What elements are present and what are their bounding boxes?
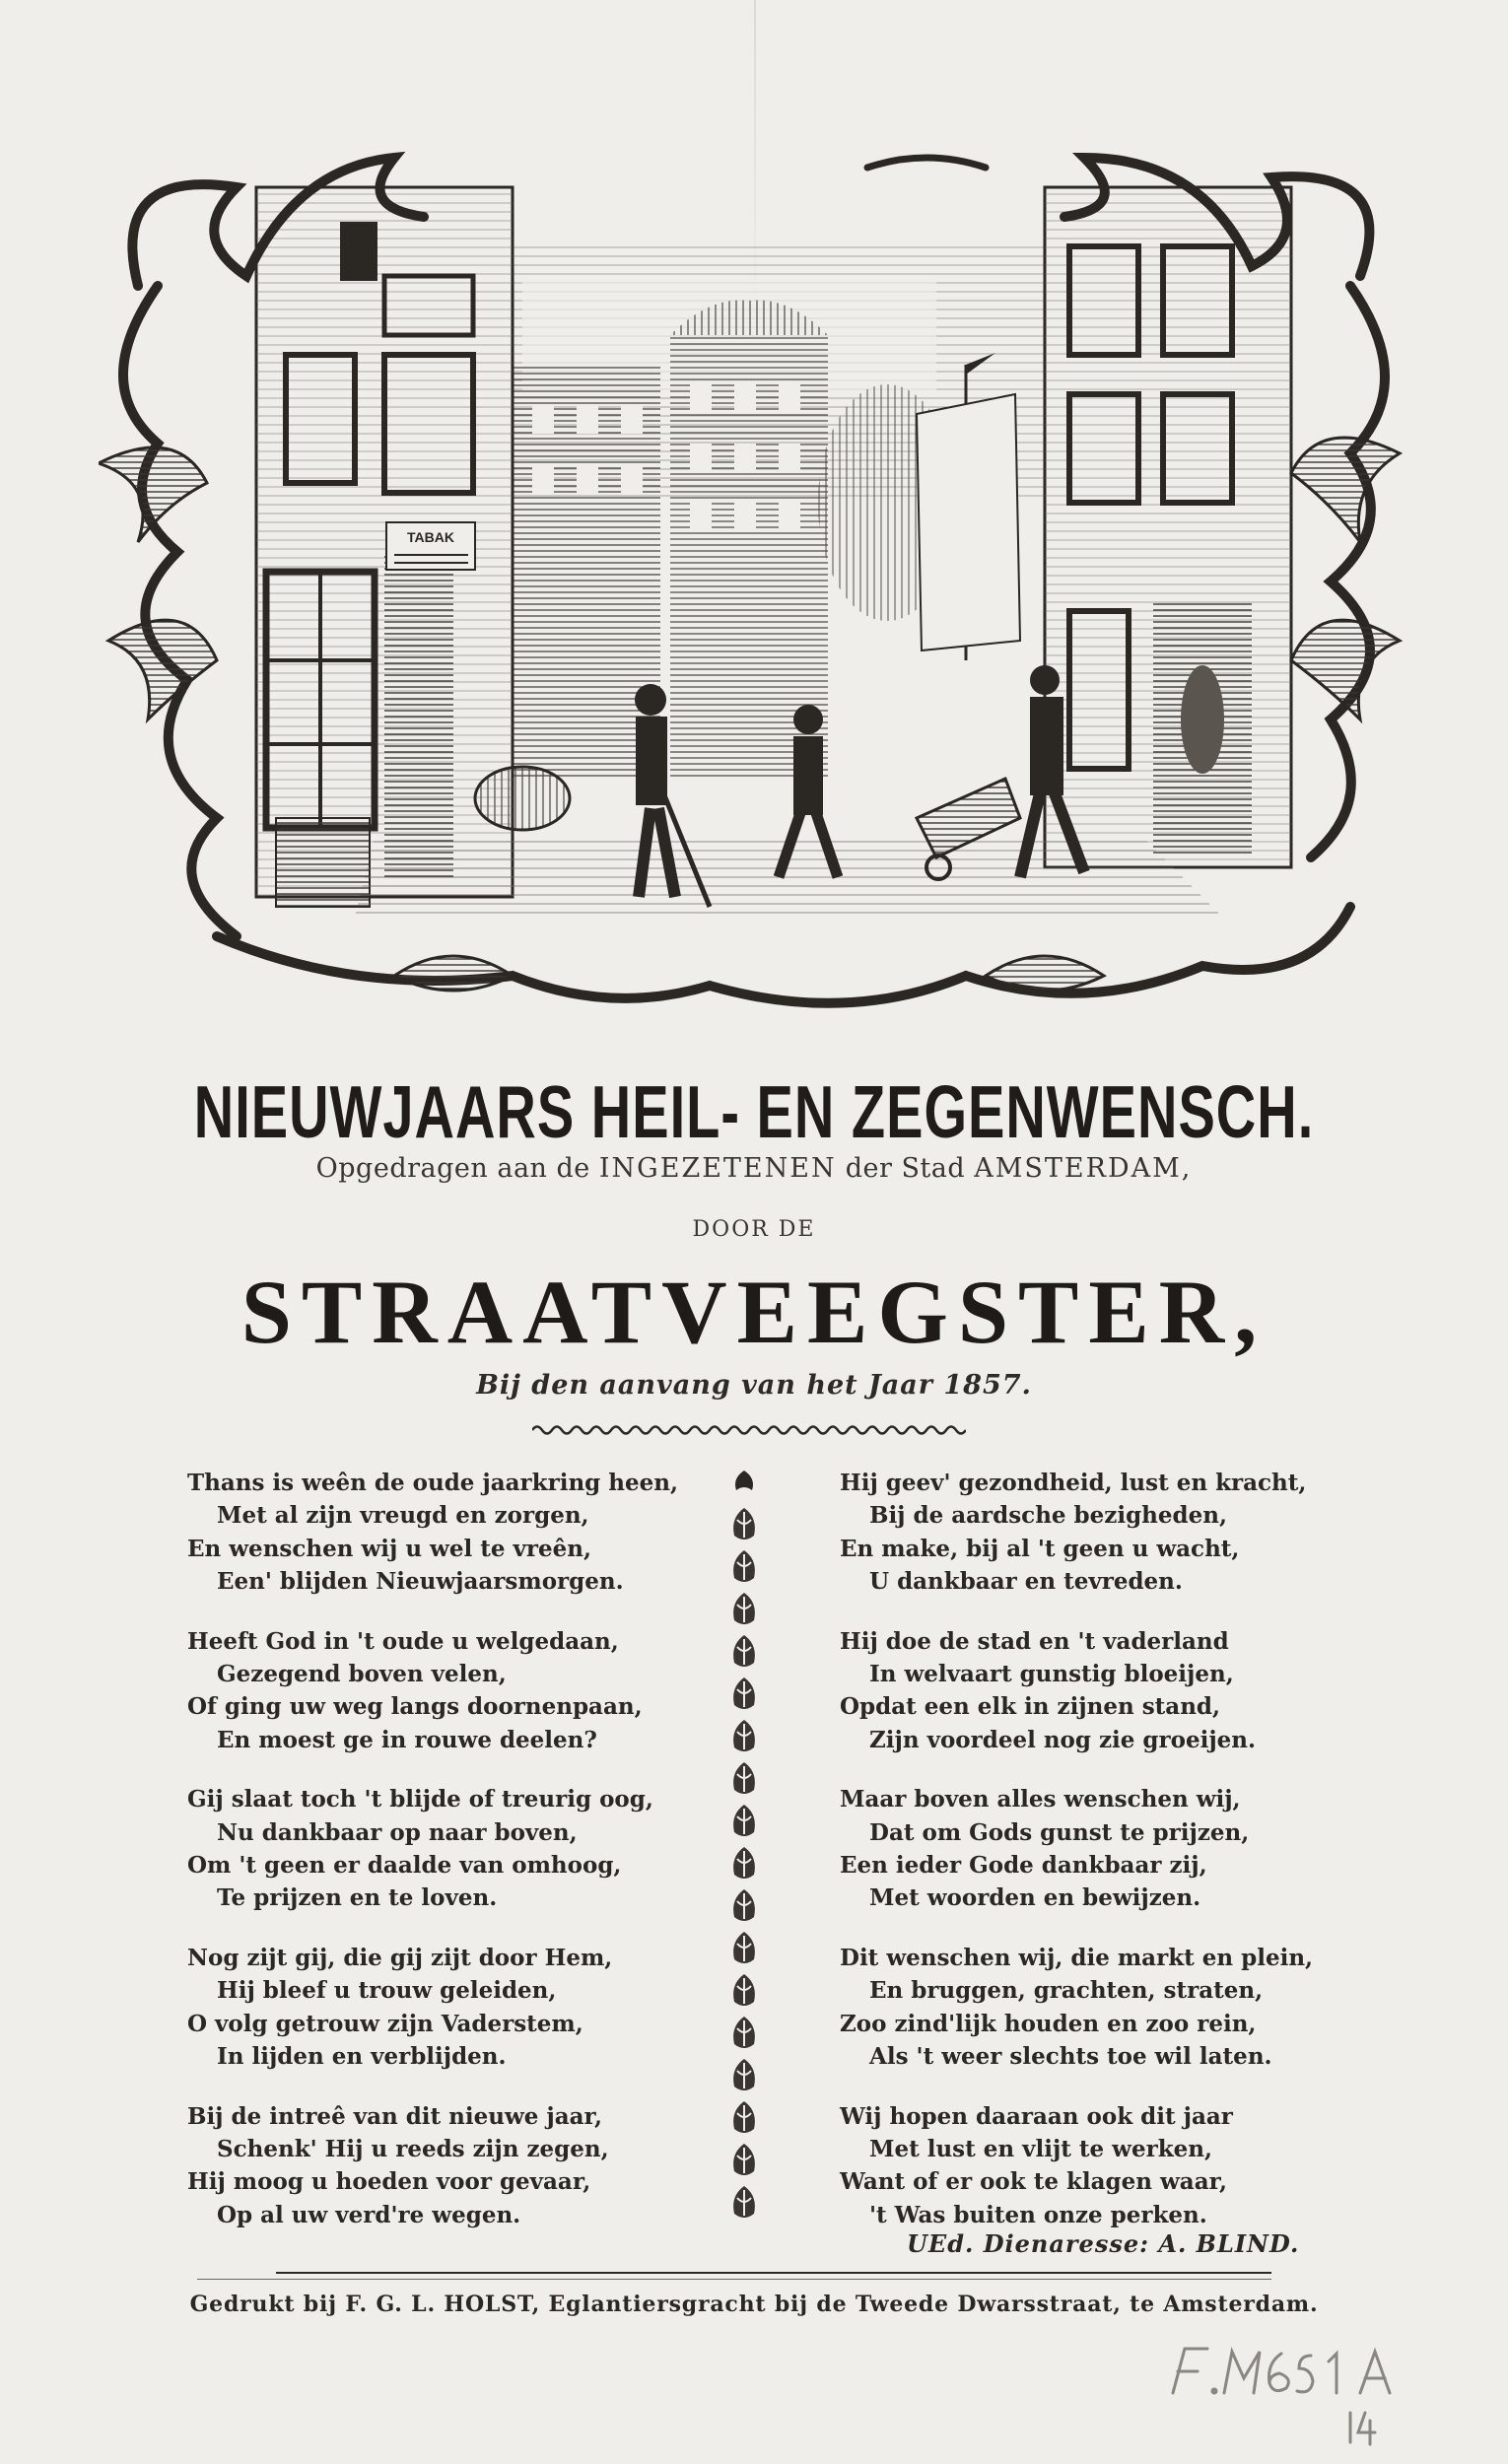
poem-line: O volg getrouw zijn Vaderstem, <box>187 2010 583 2037</box>
barrel <box>475 767 570 830</box>
poem-line: Heeft God in 't oude u welgedaan, <box>187 1627 619 1655</box>
stanza <box>187 1942 700 2074</box>
poem-line: En wenschen wij u wel te vreên, <box>187 1535 591 1562</box>
footer-rule-thin <box>197 2279 1271 2280</box>
ornament-flower <box>733 1805 755 1836</box>
poem-line: Want of er ook te klagen waar, <box>840 2168 1228 2196</box>
poem-line: Als 't weer slechts toe wil laten. <box>869 2043 1272 2071</box>
ornament-flower <box>733 1974 755 2006</box>
poem-line: Gij slaat toch 't blijde of treurig oog, <box>187 1786 653 1814</box>
ornament-flower <box>733 1932 755 1963</box>
poem-line: Dit wenschen wij, die markt en plein, <box>840 1944 1314 1971</box>
ornament-flower <box>733 1677 755 1709</box>
ornament-flower <box>733 1762 755 1794</box>
poem-line: Gezegend boven velen, <box>217 1661 507 1688</box>
ornament-flower <box>733 1889 755 1921</box>
signature: UEd. Dienaresse: A. BLIND. <box>907 2229 1300 2258</box>
poem-line: En bruggen, grachten, straten, <box>869 1977 1264 2005</box>
poem-line: Bij de intreê van dit nieuwe jaar, <box>187 2102 602 2130</box>
straatveegster-heading: STRAATVEEGSTER, <box>240 1262 1268 1362</box>
left-house <box>256 187 513 897</box>
poem-line: Een' blijden Nieuwjaarsmorgen. <box>217 1568 624 1596</box>
stanza <box>187 1783 700 1915</box>
ornament-column <box>724 1469 764 2227</box>
shop-sign-text: TABAK <box>407 529 454 545</box>
poem-line: Hij moog u hoeden voor gevaar, <box>187 2168 591 2196</box>
poem-line: Bij de aardsche bezigheden, <box>869 1502 1227 1530</box>
poem-line: Hij doe de stad en 't vaderland <box>840 1627 1229 1655</box>
footer-rule <box>276 2272 1271 2274</box>
ornament-glyphs <box>724 1469 764 2227</box>
poem-line: 't Was buiten onze perken. <box>869 2201 1207 2228</box>
poem-line: Met lust en vlijt te werken, <box>869 2135 1213 2162</box>
poem-line: Een ieder Gode dankbaar zij, <box>840 1852 1207 1880</box>
poem-line: In welvaart gunstig bloeijen, <box>869 1661 1234 1688</box>
dedication-mid: der Stad <box>845 1153 966 1184</box>
poem-line: Wij hopen daaraan ook dit jaar <box>840 2102 1233 2130</box>
stanza <box>187 1625 700 1757</box>
occasion-line: Bij den aanvang van het Jaar 1857. <box>476 1370 1032 1401</box>
poem-line: Maar boven alles wenschen wij, <box>840 1786 1241 1814</box>
ornament-flower <box>733 2144 755 2175</box>
ornament-flower <box>733 2017 755 2048</box>
ornament-flower <box>733 1847 755 1879</box>
ornament-flower <box>733 2186 755 2218</box>
poem-line: Hij geev' gezondheid, lust en kracht, <box>840 1470 1307 1496</box>
stanza <box>187 1467 700 1599</box>
door-de-line: DOOR DE <box>692 1217 816 1242</box>
stanza <box>840 1467 1352 1599</box>
ornament-flower <box>733 1635 755 1667</box>
ornament-flower <box>733 1593 755 1624</box>
ornament-flower <box>733 2101 755 2133</box>
stanza <box>840 1625 1352 1757</box>
ornament-flower <box>733 1720 755 1751</box>
page-title: NIEUWJAARS HEIL- EN ZEGENWENSCH. <box>193 1068 1315 1154</box>
stanza <box>840 1942 1352 2074</box>
poem-line: En moest ge in rouwe deelen? <box>217 1726 597 1753</box>
poem-line: Schenk' Hij u reeds zijn zegen, <box>217 2135 609 2162</box>
ornament-flower <box>733 1550 755 1582</box>
dedication-line <box>0 1153 1508 1184</box>
ornament-flower <box>733 2059 755 2090</box>
poem-line: Op al uw verd're wegen. <box>217 2201 521 2228</box>
poem-line: Nu dankbaar op naar boven, <box>217 1818 578 1846</box>
right-house <box>1045 187 1291 867</box>
dedication-city: AMSTERDAM, <box>974 1153 1193 1184</box>
poem-line: En make, bij al 't geen u wacht, <box>840 1535 1240 1562</box>
poem-line: Hij bleef u trouw geleiden, <box>217 1977 557 2005</box>
ornament-flower <box>733 1508 755 1540</box>
poem-line: Te prijzen en te loven. <box>217 1884 498 1912</box>
printer-imprint: Gedrukt bij F. G. L. HOLST, Eglantiersgracht bij de Tweede Dwarsstraat, te Amsterdam. <box>189 2292 1319 2317</box>
poem-line: Zijn voordeel nog zie groeijen. <box>869 1726 1257 1753</box>
stanza <box>187 2100 700 2232</box>
poem-line: Dat om Gods gunst te prijzen, <box>869 1818 1250 1846</box>
poem-line: Zoo zind'lijk houden en zoo rein, <box>840 2010 1257 2037</box>
poem-line: Nog zijt gij, die gij zijt door Hem, <box>187 1944 613 1971</box>
poem-line: Opdat een elk in zijnen stand, <box>840 1693 1221 1721</box>
dedication-inhabitants: INGEZETENEN <box>598 1153 837 1184</box>
poem-line: Met woorden en bewijzen. <box>869 1884 1201 1912</box>
woodcut-illustration <box>99 128 1409 1035</box>
stanza <box>840 2100 1352 2232</box>
bales <box>276 818 370 907</box>
stanza <box>840 1783 1352 1915</box>
dedication-prefix: Opgedragen aan de <box>315 1153 590 1184</box>
poem-line: Thans is weên de oude jaarkring heen, <box>187 1470 678 1496</box>
poem-line: Of ging uw weg langs doornenpaan, <box>187 1693 643 1721</box>
poem-line: Om 't geen er daalde van omhoog, <box>187 1852 622 1880</box>
woman-in-doorway <box>1181 665 1224 774</box>
background-houses <box>513 300 828 779</box>
poem-line: U dankbaar en tevreden. <box>869 1568 1183 1596</box>
poem-line: Met al zijn vreugd en zorgen, <box>217 1502 589 1530</box>
wavy-rule <box>532 1419 966 1441</box>
handwritten-archive-mark <box>1163 2334 1459 2452</box>
poem-left-column <box>187 1467 700 2258</box>
poem-right-column <box>840 1467 1352 2258</box>
poem-line: In lijden en verblijden. <box>217 2043 507 2071</box>
